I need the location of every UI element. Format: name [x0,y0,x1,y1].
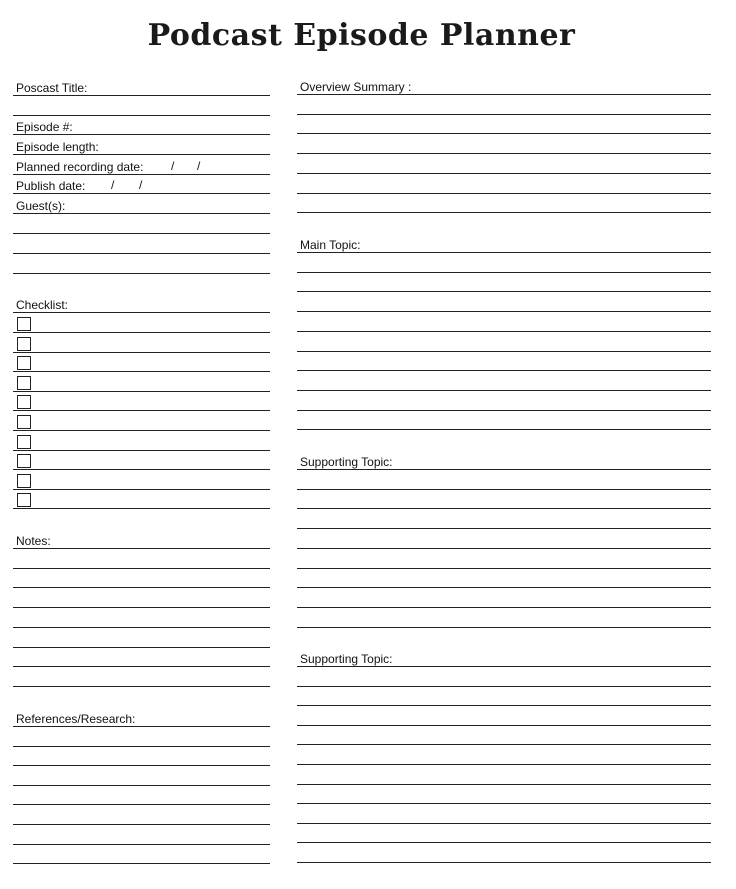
date-separator: / [111,178,115,192]
guests-field-label: Guest(s): [16,199,66,213]
references-line[interactable] [13,767,270,786]
supporting-topic-2-line[interactable] [297,668,711,687]
references-field[interactable] [13,708,270,727]
main-topic-field[interactable] [297,234,711,253]
references-line[interactable] [13,747,270,766]
planned-recording-date-field-label: Planned recording date: [16,160,144,174]
episode-number-field[interactable] [13,116,270,135]
main-topic-line[interactable] [297,313,711,332]
supporting-topic-1-line[interactable] [297,530,711,549]
date-separator: / [171,159,175,173]
overview-summary-field[interactable] [297,76,711,95]
supporting-topic-2-line[interactable] [297,824,711,843]
supporting-topic-2-line[interactable] [297,844,711,863]
checklist-checkbox[interactable] [17,356,31,370]
supporting-topic-2-field-label: Supporting Topic: [300,652,393,666]
supporting-topic-1-field[interactable] [297,451,711,470]
main-topic-line[interactable] [297,392,711,411]
supporting-topic-2-line[interactable] [297,805,711,824]
main-topic-field-label: Main Topic: [300,238,361,252]
references-line[interactable] [13,728,270,747]
checklist-item-row[interactable] [13,373,270,392]
notes-line[interactable] [13,668,270,687]
overview-summary-line[interactable] [297,115,711,134]
checklist-checkbox[interactable] [17,474,31,488]
references-line[interactable] [13,806,270,825]
notes-line[interactable] [13,550,270,569]
main-topic-line[interactable] [297,352,711,371]
supporting-topic-1-line[interactable] [297,510,711,529]
checklist-item-row[interactable] [13,314,270,333]
checklist-item-row[interactable] [13,334,270,353]
checklist-checkbox[interactable] [17,415,31,429]
notes-line[interactable] [13,589,270,608]
supporting-topic-2-line[interactable] [297,707,711,726]
supporting-topic-2-line[interactable] [297,785,711,804]
episode-length-field-label: Episode length: [16,140,99,154]
checklist-header[interactable] [13,294,270,313]
guests-line-3[interactable] [13,235,270,254]
main-topic-line[interactable] [297,411,711,430]
supporting-topic-1-line[interactable] [297,490,711,509]
date-separator: / [139,178,143,192]
references-field-label: References/Research: [16,712,136,726]
checklist-checkbox[interactable] [17,337,31,351]
checklist-checkbox[interactable] [17,395,31,409]
main-topic-line[interactable] [297,254,711,273]
notes-line[interactable] [13,629,270,648]
guests-line-2[interactable] [13,215,270,234]
publish-date-field[interactable] [13,175,270,194]
guests-field[interactable] [13,195,270,214]
podcast-title-field[interactable] [13,77,270,96]
checklist-item-row[interactable] [13,432,270,451]
episode-length-field[interactable] [13,136,270,155]
checklist-item-row[interactable] [13,412,270,431]
checklist-item-row[interactable] [13,353,270,372]
supporting-topic-1-line[interactable] [297,589,711,608]
overview-summary-field-label: Overview Summary : [300,80,412,94]
notes-line[interactable] [13,648,270,667]
podcast-title-line-2[interactable] [13,97,270,116]
supporting-topic-1-line[interactable] [297,609,711,628]
overview-summary-line[interactable] [297,175,711,194]
notes-line[interactable] [13,569,270,588]
main-topic-line[interactable] [297,372,711,391]
guests-line-4[interactable] [13,255,270,274]
references-line[interactable] [13,826,270,845]
checklist-checkbox[interactable] [17,454,31,468]
main-topic-line[interactable] [297,293,711,312]
supporting-topic-2-field[interactable] [297,648,711,667]
publish-date-field-label: Publish date: [16,179,86,193]
supporting-topic-2-line[interactable] [297,746,711,765]
notes-field-label: Notes: [16,534,51,548]
checklist-checkbox[interactable] [17,493,31,507]
notes-field[interactable] [13,530,270,549]
checklist-checkbox[interactable] [17,317,31,331]
main-topic-line[interactable] [297,273,711,292]
checklist-checkbox[interactable] [17,435,31,449]
planned-recording-date-field[interactable] [13,156,270,175]
references-line[interactable] [13,786,270,805]
supporting-topic-2-line[interactable] [297,766,711,785]
supporting-topic-1-line[interactable] [297,550,711,569]
checklist-header-label: Checklist: [16,298,69,312]
supporting-topic-1-line[interactable] [297,569,711,588]
overview-summary-line[interactable] [297,135,711,154]
supporting-topic-1-line[interactable] [297,471,711,490]
supporting-topic-2-line[interactable] [297,687,711,706]
checklist-item-row[interactable] [13,451,270,470]
supporting-topic-1-field-label: Supporting Topic: [300,455,393,469]
overview-summary-line[interactable] [297,194,711,213]
episode-number-field-label: Episode #: [16,120,73,134]
date-separator: / [197,159,201,173]
page-title: Podcast Episode Planner [147,18,576,53]
overview-summary-line[interactable] [297,96,711,115]
checklist-item-row[interactable] [13,490,270,509]
podcast-title-field-label: Poscast Title: [16,81,88,95]
checklist-item-row[interactable] [13,392,270,411]
supporting-topic-2-line[interactable] [297,726,711,745]
references-line[interactable] [13,845,270,864]
overview-summary-line[interactable] [297,155,711,174]
checklist-item-row[interactable] [13,471,270,490]
notes-line[interactable] [13,609,270,628]
checklist-checkbox[interactable] [17,376,31,390]
main-topic-line[interactable] [297,333,711,352]
